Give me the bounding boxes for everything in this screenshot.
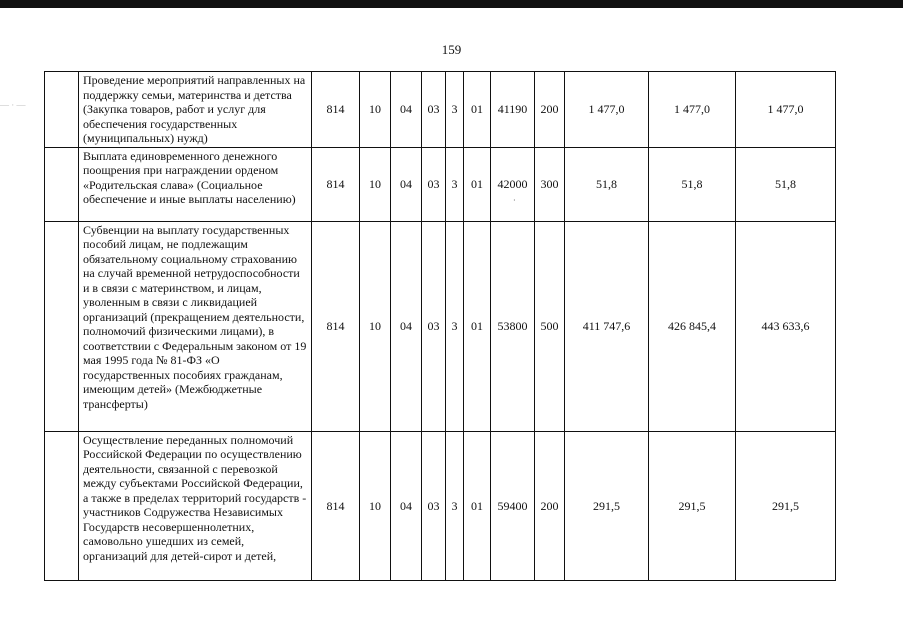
direction-code-cell: 41190 (491, 72, 535, 148)
subsection-cell: 04 (391, 431, 422, 580)
row-description: Субвенции на выплату государственных пособий лицам, не подлежащим обязательному социальному страхованию на случай временной нетрудоспособности и в связи с материнством, и лицам, уволенным в связи с ликвидацией организаций (прекращением деятельности, полномочий физическими лицами), в соответствии с Федеральным законом от 19 мая 1995 года № 81-ФЗ «О государственных пособиях гражданам, имеющим детей» (Межбюджетные трансферты) (79, 221, 312, 431)
section-cell: 10 (360, 72, 391, 148)
sum-year3-cell: 291,5 (736, 431, 836, 580)
section-cell: 10 (360, 431, 391, 580)
row-description: Осуществление переданных полномочий Российской Федерации по осуществлению деятельности, связанной с перевозкой между субъектами Российской Федерации, а также в пределах территорий государств - участников Содружества Независимых Государств несовершеннолетних, самовольно ушедших из семей, организаций для детей-сирот и детей, (79, 431, 312, 580)
scan-dot: · (513, 196, 516, 205)
program-cell: 03 (422, 221, 446, 431)
direction-code-cell: 42000 (491, 147, 535, 221)
grbs-cell: 814 (312, 72, 360, 148)
direction-code-cell: 59400 (491, 431, 535, 580)
table-row (45, 431, 836, 580)
program-cell: 03 (422, 431, 446, 580)
sum-year2-cell: 291,5 (649, 431, 736, 580)
sum-year3-cell: 443 633,6 (736, 221, 836, 431)
event-cell: 01 (464, 221, 491, 431)
program-cell: 03 (422, 147, 446, 221)
scan-margin-mark: — · — (0, 100, 26, 110)
subprogram-cell: 3 (446, 72, 464, 148)
subprogram-cell: 3 (446, 221, 464, 431)
event-cell: 01 (464, 147, 491, 221)
sum-year3-cell: 1 477,0 (736, 72, 836, 148)
row-description: Выплата единовременного денежного поощрения при награждении орденом «Родительская слава» (Социальное обеспечение и иные выплаты населению) (79, 147, 312, 221)
subsection-cell: 04 (391, 221, 422, 431)
direction-code-cell: 53800 (491, 221, 535, 431)
sum-year2-cell: 51,8 (649, 147, 736, 221)
grbs-cell: 814 (312, 147, 360, 221)
subprogram-cell: 3 (446, 147, 464, 221)
event-cell: 01 (464, 431, 491, 580)
row-description: Проведение мероприятий направленных на поддержку семьи, материнства и детства (Закупка товаров, работ и услуг для обеспечения государственных (муниципальных) нужд) (79, 72, 312, 148)
sum-year2-cell: 1 477,0 (649, 72, 736, 148)
sum-year1-cell: 51,8 (565, 147, 649, 221)
table-row (45, 72, 836, 148)
sum-year3-cell: 51,8 (736, 147, 836, 221)
expense-type-cell: 200 (535, 431, 565, 580)
blank-cell (45, 147, 79, 221)
section-cell: 10 (360, 147, 391, 221)
sum-year1-cell: 291,5 (565, 431, 649, 580)
subprogram-cell: 3 (446, 431, 464, 580)
grbs-cell: 814 (312, 221, 360, 431)
table-row (45, 147, 836, 221)
table-row (45, 221, 836, 431)
scan-top-border (0, 0, 903, 8)
grbs-cell: 814 (312, 431, 360, 580)
budget-table (44, 71, 836, 581)
blank-cell (45, 72, 79, 148)
expense-type-cell: 200 (535, 72, 565, 148)
blank-cell (45, 221, 79, 431)
subsection-cell: 04 (391, 147, 422, 221)
program-cell: 03 (422, 72, 446, 148)
sum-year2-cell: 426 845,4 (649, 221, 736, 431)
event-cell: 01 (464, 72, 491, 148)
sum-year1-cell: 411 747,6 (565, 221, 649, 431)
section-cell: 10 (360, 221, 391, 431)
page-number: 159 (441, 42, 462, 57)
sum-year1-cell: 1 477,0 (565, 72, 649, 148)
expense-type-cell: 500 (535, 221, 565, 431)
expense-type-cell: 300 (535, 147, 565, 221)
subsection-cell: 04 (391, 72, 422, 148)
blank-cell (45, 431, 79, 580)
